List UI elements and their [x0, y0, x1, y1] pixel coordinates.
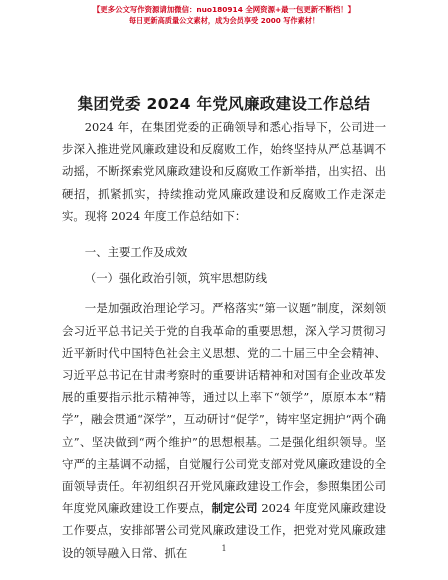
document-body: [62, 116, 386, 564]
page-number: 1: [221, 544, 227, 553]
bold-lead-text: 制定公司: [211, 501, 258, 516]
body-tail-text: 2024 年度党风廉政建设工作要点，安排部署公司党风廉政建设工作，把党对党风廉政建设的领导融入日常、抓在: [62, 501, 386, 560]
document-title: 集团党委 2024 年党风廉政建设工作总结: [77, 95, 371, 113]
promo-banner-line1: 【更多公文写作资源请加微信：nuo180914 全网资源+最一包更新不断档！】: [92, 5, 356, 14]
subsection-heading-1: （一）强化政治引领，筑牢思想防线: [84, 271, 268, 286]
body-text: 一是加强政治理论学习。严格落实“第一议题”制度，深刻领会习近平总书记关于党的自我革命的重要思想，深入学习贯彻习近平新时代中国特色社会主义思想、党的二十届三中全会精神、习近平总书记在甘肃考察时的重要讲话精神和对国有企业改革发展的重要指示批示精神等，通过以上率下“领学”，原原本本“精学”，融会贯通“深学”，互动研讨“促学”，铸牢坚定拥护“两个确立”、坚决做到“两个维护”的思想根基。二是强化组织领导。坚守严的主基调不动摇，自觉履行公司党支部对党风廉政建设的全面领导责任。年初组织召开党风廉政建设工作会，参照集团公司年度党风廉政建设工作要点，: [62, 301, 386, 516]
body-paragraph: [62, 289, 386, 563]
section-heading-1: 一、主要工作及成效: [84, 245, 188, 260]
promo-banner: [0, 4, 448, 26]
promo-banner-line2: 每日更新高质量公文素材，成为会员享受 2000 写作素材！: [128, 16, 320, 25]
intro-paragraph: 2024 年，在集团党委的正确领导和悉心指导下，公司进一步深入推进党风廉政建设和反腐败工作，始终坚持从严总基调不动摇，不断探索党风廉政建设和反腐败工作新举措，出实招、出硬招，抓紧抓实，持续推动党风廉政建设和反腐败工作走深走实。现将 2024 年度工作总结如下：: [62, 120, 386, 223]
